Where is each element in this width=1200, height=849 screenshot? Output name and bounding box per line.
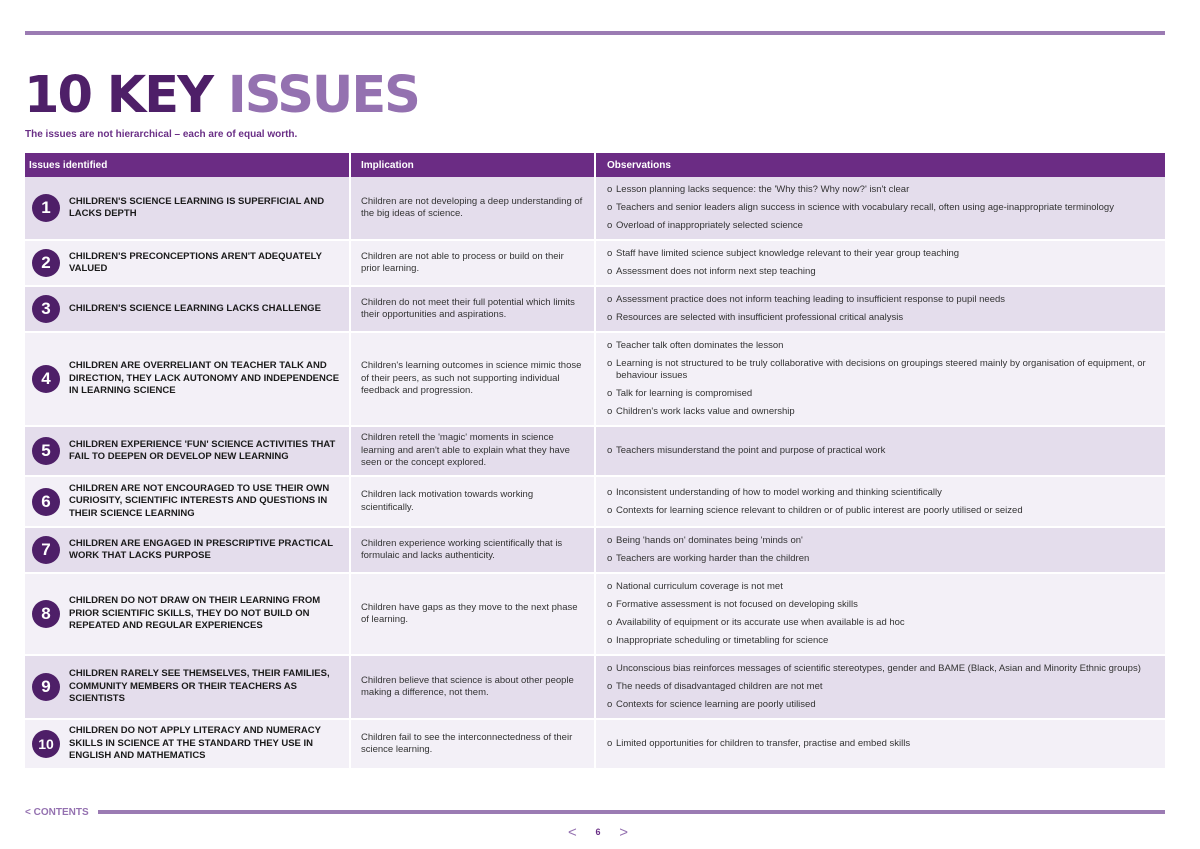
issue-title: CHILDREN RARELY SEE THEMSELVES, THEIR FAMILIES, COMMUNITY MEMBERS OR THEIR TEACHERS AS SCIENTISTS: [69, 668, 330, 705]
observation-item: o Teachers and senior leaders align success in science with vocabulary recall, often using age-inappropriate terminology: [607, 202, 1155, 214]
table-row: [25, 527, 1165, 573]
observation-item: o Assessment practice does not inform teaching leading to insufficient response to pupil needs: [607, 294, 1155, 306]
observation-item: o Limited opportunities for children to transfer, practise and embed skills: [607, 738, 1155, 750]
observation-item: o Teacher talk often dominates the lesson: [607, 340, 1155, 352]
observations-list: [607, 581, 1155, 647]
issue-number-badge: 5: [32, 437, 60, 465]
issue-number-badge: 9: [32, 673, 60, 701]
issue-cell: [25, 332, 350, 426]
issue-number-badge: 10: [32, 730, 60, 758]
observations-cell: [595, 286, 1165, 332]
implication-cell: Children's learning outcomes in science mimic those of their peers, as such not supporting individual feedback and progression.: [350, 332, 595, 426]
observation-item: o Teachers misunderstand the point and purpose of practical work: [607, 445, 1155, 457]
observations-cell: [595, 527, 1165, 573]
observations-list: [607, 445, 1155, 457]
table-row: [25, 426, 1165, 476]
issue-cell-content: [26, 536, 348, 564]
column-header-issues: Issues identified: [25, 153, 350, 177]
issue-title: CHILDREN'S SCIENCE LEARNING LACKS CHALLENGE: [69, 302, 321, 314]
observation-item: o Talk for learning is compromised: [607, 388, 1155, 400]
issue-cell: [25, 476, 350, 527]
observations-cell: [595, 332, 1165, 426]
observation-item: o Unconscious bias reinforces messages of scientific stereotypes, gender and BAME (Black, Asian and Minority Ethnic groups): [607, 663, 1155, 675]
issues-table-body: [25, 177, 1165, 769]
observation-item: o Inappropriate scheduling or timetabling for science: [607, 635, 1155, 647]
issue-title: CHILDREN'S SCIENCE LEARNING IS SUPERFICIAL AND LACKS DEPTH: [69, 195, 325, 219]
issue-number-badge: 3: [32, 295, 60, 323]
issue-cell: [25, 655, 350, 719]
issue-cell-content: [26, 295, 348, 323]
observation-item: o Resources are selected with insufficient professional critical analysis: [607, 312, 1155, 324]
issue-cell: [25, 426, 350, 476]
title-part-issues: ISSUES: [227, 66, 419, 125]
issue-title: CHILDREN'S PRECONCEPTIONS AREN'T ADEQUATELY VALUED: [69, 250, 322, 274]
issue-number-badge: 6: [32, 488, 60, 516]
issue-cell: [25, 240, 350, 286]
issue-cell: [25, 527, 350, 573]
table-row: [25, 719, 1165, 769]
table-row: [25, 286, 1165, 332]
observations-list: [607, 294, 1155, 324]
issue-number-badge: 4: [32, 365, 60, 393]
observation-item: o Children's work lacks value and ownership: [607, 406, 1155, 418]
observation-item: o The needs of disadvantaged children are not met: [607, 681, 1155, 693]
implication-cell: Children fail to see the interconnectedness of their science learning.: [350, 719, 595, 769]
observation-item: o Assessment does not inform next step teaching: [607, 266, 1155, 278]
observations-list: [607, 738, 1155, 750]
observation-item: o Being 'hands on' dominates being 'minds on': [607, 535, 1155, 547]
implication-cell: Children are not able to process or build on their prior learning.: [350, 240, 595, 286]
observations-cell: [595, 655, 1165, 719]
observations-list: [607, 248, 1155, 278]
observation-item: o Teachers are working harder than the children: [607, 553, 1155, 565]
implication-cell: Children retell the 'magic' moments in science learning and aren't able to explain what they have seen or the concept explored.: [350, 426, 595, 476]
observation-item: o Contexts for science learning are poorly utilised: [607, 699, 1155, 711]
observations-list: [607, 340, 1155, 418]
prev-page-icon[interactable]: <: [568, 823, 577, 841]
contents-link[interactable]: < CONTENTS: [25, 807, 89, 818]
issue-cell-content: [26, 194, 348, 222]
issues-table: [25, 153, 1165, 770]
issue-cell-content: [26, 595, 348, 633]
observations-cell: [595, 719, 1165, 769]
page-title: [24, 66, 419, 126]
observations-cell: [595, 573, 1165, 655]
pager: [568, 823, 628, 841]
issue-number-badge: 1: [32, 194, 60, 222]
table-row: [25, 240, 1165, 286]
issue-title: CHILDREN ARE NOT ENCOURAGED TO USE THEIR OWN CURIOSITY, SCIENTIFIC INTERESTS AND QUESTIONS IN THEIR SCIENCE LEARNING: [69, 482, 330, 519]
issue-cell-content: [26, 483, 348, 521]
issue-cell-content: [26, 249, 348, 277]
page-number: 6: [595, 827, 601, 837]
issue-number-badge: 8: [32, 600, 60, 628]
issue-title: CHILDREN EXPERIENCE 'FUN' SCIENCE ACTIVITIES THAT FAIL TO DEEPEN OR DEVELOP NEW LEARNING: [69, 438, 336, 462]
observation-item: o Availability of equipment or its accurate use when available is ad hoc: [607, 617, 1155, 629]
table-row: [25, 655, 1165, 719]
issue-number-badge: 2: [32, 249, 60, 277]
observation-item: o Contexts for learning science relevant to children or of public interest are poorly utilised or seized: [607, 505, 1155, 517]
issue-cell: [25, 573, 350, 655]
observation-item: o Inconsistent understanding of how to model working and thinking scientifically: [607, 487, 1155, 499]
bottom-divider: [98, 810, 1165, 814]
observation-item: o Lesson planning lacks sequence: the 'Why this? Why now?' isn't clear: [607, 184, 1155, 196]
table-row: [25, 177, 1165, 240]
observation-item: o Overload of inappropriately selected science: [607, 220, 1155, 232]
observations-list: [607, 487, 1155, 517]
observation-item: o Staff have limited science subject knowledge relevant to their year group teaching: [607, 248, 1155, 260]
implication-cell: Children believe that science is about other people making a difference, not them.: [350, 655, 595, 719]
implication-cell: Children are not developing a deep understanding of the big ideas of science.: [350, 177, 595, 240]
observations-list: [607, 663, 1155, 711]
observation-item: o Learning is not structured to be truly collaborative with decisions on groupings steered mainly by organisation of equipment, or behaviour issues: [607, 358, 1155, 382]
next-page-icon[interactable]: >: [619, 823, 628, 841]
observation-item: o Formative assessment is not focused on developing skills: [607, 599, 1155, 611]
issue-title: CHILDREN ARE OVERRELIANT ON TEACHER TALK AND DIRECTION, THEY LACK AUTONOMY AND INDEPENDENCE IN LEARNING SCIENCE: [69, 360, 340, 397]
column-header-implication: Implication: [350, 153, 595, 177]
observations-cell: [595, 476, 1165, 527]
page-subtitle: The issues are not hierarchical – each are of equal worth.: [25, 129, 298, 140]
top-divider: [25, 31, 1165, 35]
issue-cell: [25, 719, 350, 769]
observations-cell: [595, 240, 1165, 286]
table-header-row: [25, 153, 1165, 177]
issue-cell: [25, 286, 350, 332]
issue-cell-content: [26, 725, 348, 763]
issue-number-badge: 7: [32, 536, 60, 564]
implication-cell: Children lack motivation towards working scientifically.: [350, 476, 595, 527]
issue-title: CHILDREN DO NOT DRAW ON THEIR LEARNING FROM PRIOR SCIENTIFIC SKILLS, THEY DO NOT BUILD ON REPEATED AND REGULAR EXPERIENCES: [69, 595, 321, 632]
observations-cell: [595, 177, 1165, 240]
implication-cell: Children do not meet their full potential which limits their opportunities and aspirations.: [350, 286, 595, 332]
issue-cell: [25, 177, 350, 240]
observations-cell: [595, 426, 1165, 476]
implication-cell: Children experience working scientifically that is formulaic and lacks authenticity.: [350, 527, 595, 573]
issue-title: CHILDREN ARE ENGAGED IN PRESCRIPTIVE PRACTICAL WORK THAT LACKS PURPOSE: [69, 537, 333, 561]
observations-list: [607, 535, 1155, 565]
table-row: [25, 476, 1165, 527]
table-row: [25, 332, 1165, 426]
column-header-observations: Observations: [595, 153, 1165, 177]
issue-cell-content: [26, 360, 348, 398]
issue-cell-content: [26, 437, 348, 465]
observations-list: [607, 184, 1155, 232]
observation-item: o National curriculum coverage is not met: [607, 581, 1155, 593]
issue-cell-content: [26, 668, 348, 706]
issue-title: CHILDREN DO NOT APPLY LITERACY AND NUMERACY SKILLS IN SCIENCE AT THE STANDARD THEY USE IN ENGLISH AND MATHEMATICS: [69, 725, 321, 762]
title-part-key: 10 KEY: [24, 66, 213, 125]
table-row: [25, 573, 1165, 655]
implication-cell: Children have gaps as they move to the next phase of learning.: [350, 573, 595, 655]
